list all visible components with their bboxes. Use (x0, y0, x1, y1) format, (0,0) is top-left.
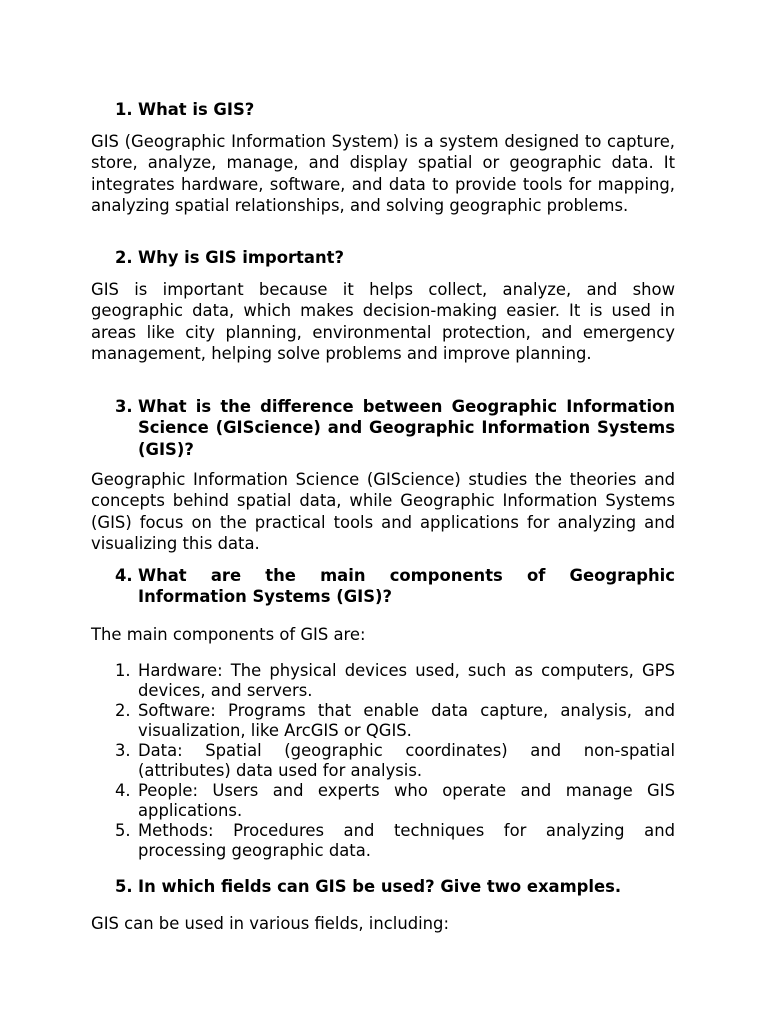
list-number: 3. (115, 741, 131, 760)
question-text: Why is GIS important? (138, 248, 344, 267)
list-item (115, 741, 675, 781)
list-item (115, 781, 675, 821)
question-heading (115, 247, 675, 268)
answer-paragraph: GIS is important because it helps collect, analyze, and show geographic data, which makes decision-making easier. It is used in areas like city planning, environmental protection, and emergency management, helping solve problems and improve planning. (91, 280, 675, 363)
question-heading (115, 565, 675, 608)
list-text: Software: Programs that enable data capture, analysis, and visualization, like ArcGIS or QGIS. (138, 701, 675, 740)
question-heading (115, 99, 675, 120)
question-heading (115, 876, 675, 897)
list-text: People: Users and experts who operate and manage GIS applications. (138, 781, 675, 820)
question-text: In which fields can GIS be used? Give two examples. (138, 877, 622, 896)
list-item (115, 661, 675, 701)
answer-paragraph: GIS (Geographic Information System) is a system designed to capture, store, analyze, manage, and display spatial or geographic data. It integrates hardware, software, and data to provide tools for mapping, analyzing spatial relationships, and solving geographic problems. (91, 132, 675, 215)
answer-paragraph: GIS can be used in various fields, including: (91, 914, 449, 933)
list-text: Hardware: The physical devices used, such as computers, GPS devices, and servers. (138, 661, 675, 700)
question-text: What are the main components of Geographic Information Systems (GIS)? (138, 566, 675, 607)
answer-paragraph: The main components of GIS are: (91, 625, 366, 644)
list-number: 1. (115, 661, 131, 680)
question-text: What is GIS? (138, 100, 255, 119)
question-number: 5. (115, 877, 133, 896)
list-number: 5. (115, 821, 131, 840)
list-item (115, 701, 675, 741)
list-item (115, 821, 675, 861)
list-number: 4. (115, 781, 131, 800)
question-number: 1. (115, 100, 133, 119)
question-number: 4. (115, 566, 133, 585)
question-number: 3. (115, 397, 133, 416)
question-heading (115, 396, 675, 460)
answer-paragraph: Geographic Information Science (GIScience) studies the theories and concepts behind spatial data, while Geographic Information Systems (GIS) focus on the practical tools and applications for analyzing and visualizing this data. (91, 470, 675, 553)
question-number: 2. (115, 248, 133, 267)
list-text: Methods: Procedures and techniques for analyzing and processing geographic data. (138, 821, 675, 860)
question-text: What is the difference between Geographic Information Science (GIScience) and Geographic Information Systems (GIS)? (138, 397, 675, 459)
list-number: 2. (115, 701, 131, 720)
list-text: Data: Spatial (geographic coordinates) and non-spatial (attributes) data used for analysis. (138, 741, 675, 780)
